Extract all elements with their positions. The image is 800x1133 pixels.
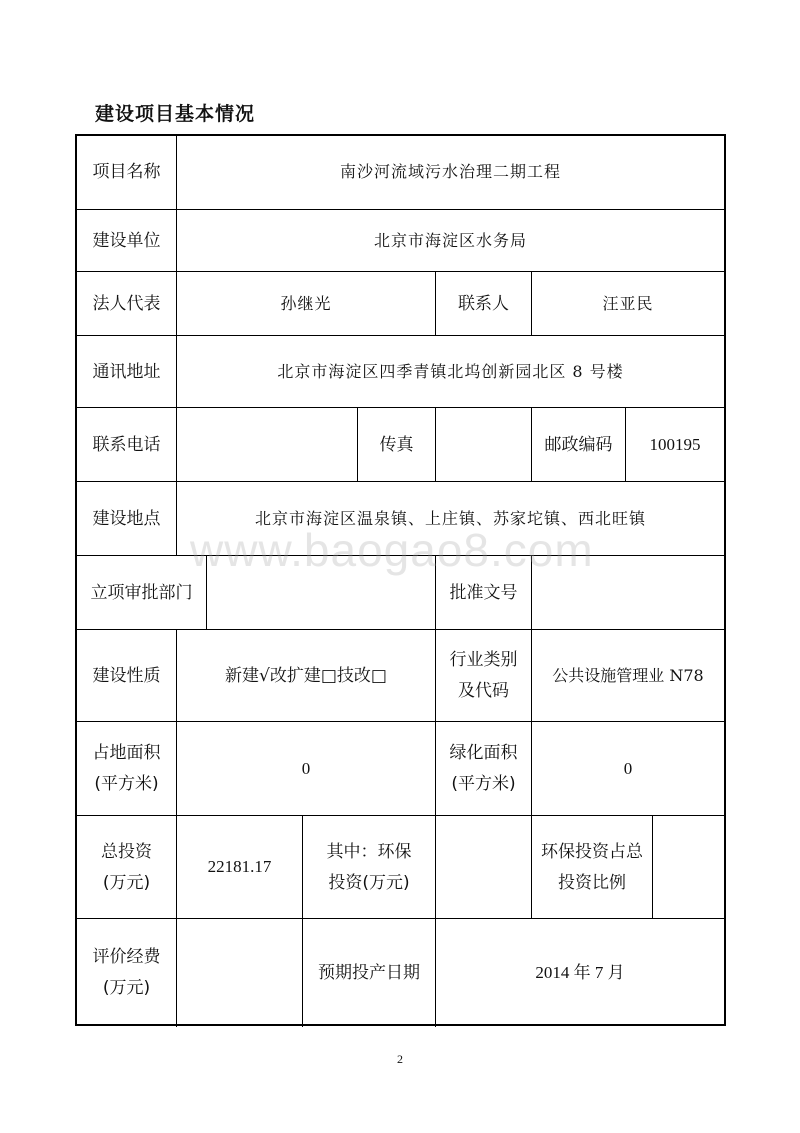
- nature-value: 新建√改扩建□技改□: [176, 630, 435, 722]
- builder-value: 北京市海淀区水务局: [176, 210, 724, 272]
- row-approval: [77, 555, 724, 630]
- location-value: 北京市海淀区温泉镇、上庄镇、苏家坨镇、西北旺镇: [176, 482, 724, 556]
- green-area-value: 0: [531, 722, 724, 816]
- postcode-value: 100195: [625, 408, 724, 482]
- total-investment-value: 22181.17: [176, 816, 302, 919]
- green-area-label-line-2: (平方米): [451, 774, 516, 794]
- watermark: www.baogao8.com: [190, 524, 594, 576]
- env-ratio-value: [652, 816, 724, 919]
- industry-label-line-2: 及代码: [458, 681, 509, 701]
- address-label: 通讯地址: [92, 361, 161, 382]
- row-legal-rep: [77, 271, 724, 336]
- project-name-label: 项目名称: [92, 162, 161, 183]
- address-value: 北京市海淀区四季青镇北坞创新园北区 8 号楼: [176, 336, 724, 408]
- approval-dept-label: 立项审批部门: [90, 582, 193, 603]
- postcode-label: 邮政编码: [531, 408, 625, 482]
- land-area-label-line-1: 占地面积: [92, 743, 161, 764]
- legal-rep-value: 孙继光: [176, 272, 435, 336]
- project-name-value: 南沙河流域污水治理二期工程: [176, 136, 724, 209]
- legal-rep-label: 法人代表: [92, 293, 161, 314]
- total-investment-label-line-2: (万元): [102, 872, 151, 893]
- row-evaluation: [77, 918, 724, 1027]
- row-address: [77, 335, 724, 408]
- nature-label: 建设性质: [92, 665, 161, 686]
- phone-label: 联系电话: [92, 434, 161, 455]
- row-nature: [77, 629, 724, 722]
- row-location: [77, 481, 724, 556]
- production-date-label: 预期投产日期: [302, 919, 435, 1027]
- location-label: 建设地点: [92, 508, 161, 529]
- approval-doc-label: 批准文号: [435, 556, 531, 630]
- land-area-label: [77, 722, 176, 816]
- page-number: 2: [397, 1052, 403, 1066]
- fax-label: 传真: [357, 408, 435, 482]
- production-date-value: 2014 年 7 月: [435, 919, 724, 1027]
- green-area-label-line-1: 绿化面积: [449, 743, 518, 764]
- contact-value: 汪亚民: [531, 272, 724, 336]
- industry-label: [435, 630, 531, 722]
- approval-doc-value: [531, 556, 724, 630]
- land-area-value: 0: [176, 722, 435, 816]
- project-info-table: [75, 134, 726, 1026]
- env-investment-label: [302, 816, 435, 919]
- row-phone: [77, 407, 724, 482]
- env-investment-label-line-1: 其中：环保: [326, 841, 412, 862]
- fax-value: [435, 408, 531, 482]
- env-ratio-label-line-1: 环保投资占总: [541, 841, 643, 862]
- section-title: 建设项目基本情况: [95, 103, 256, 125]
- land-area-label-line-2: (平方米): [94, 774, 159, 794]
- industry-value: 公共设施管理业 N78: [531, 630, 724, 722]
- evaluation-fee-value: [176, 919, 302, 1027]
- builder-label: 建设单位: [92, 230, 161, 251]
- industry-label-line-1: 行业类别: [449, 650, 518, 671]
- env-ratio-label: [531, 816, 652, 919]
- total-investment-label-line-1: 总投资: [101, 841, 152, 862]
- approval-dept-value: [206, 556, 435, 630]
- evaluation-fee-label: [77, 919, 176, 1027]
- env-investment-label-line-2: 投资(万元): [328, 872, 410, 893]
- total-investment-label: [77, 816, 176, 919]
- contact-label: 联系人: [435, 272, 531, 336]
- row-area: [77, 721, 724, 816]
- env-ratio-label-line-2: 投资比例: [558, 872, 626, 893]
- evaluation-fee-label-line-2: (万元): [102, 978, 151, 998]
- row-builder: [77, 209, 724, 272]
- phone-value: [176, 408, 357, 482]
- evaluation-fee-label-line-1: 评价经费: [92, 947, 161, 968]
- row-investment: [77, 815, 724, 919]
- row-project-name: [77, 136, 724, 209]
- green-area-label: [435, 722, 531, 816]
- env-investment-value: [435, 816, 531, 919]
